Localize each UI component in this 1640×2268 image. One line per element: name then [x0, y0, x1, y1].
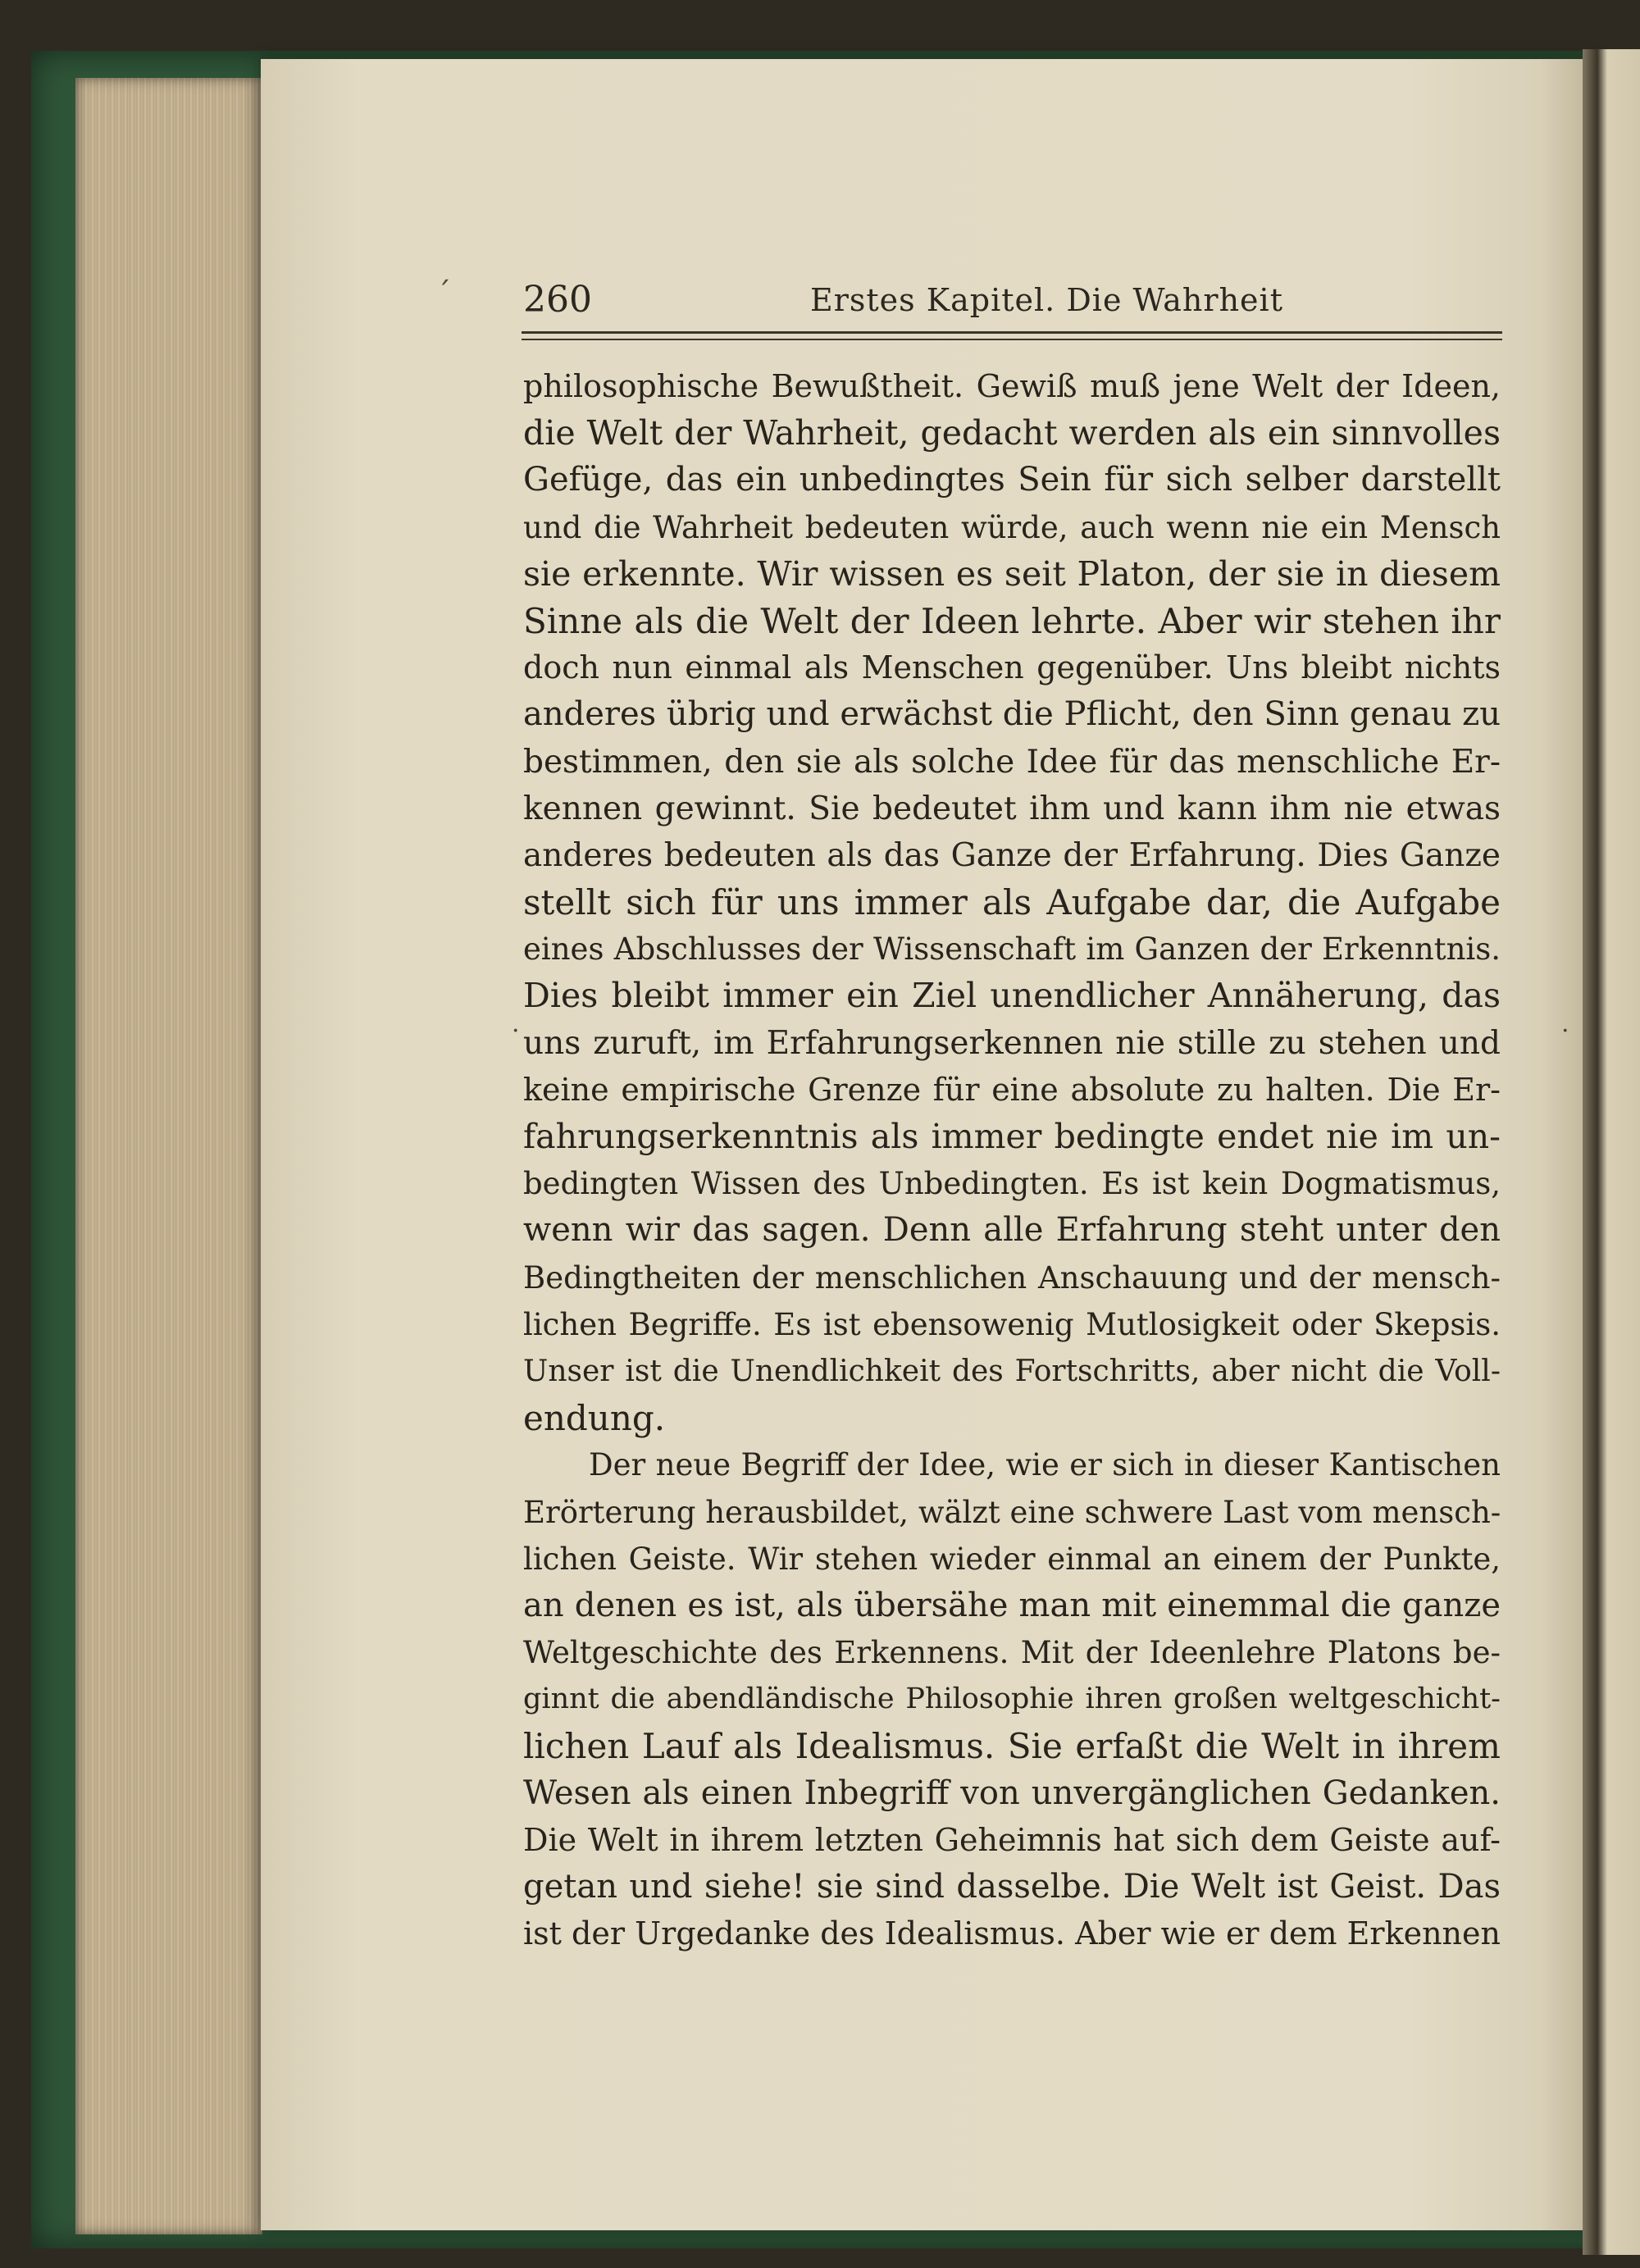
text-line: ginnt die abendländische Philosophie ihren großen weltgeschicht-	[523, 1683, 1501, 1716]
text-line: lichen Geiste. Wir stehen wieder einmal an einem der Punkte,	[523, 1541, 1501, 1577]
text-line: Wesen als einen Inbegriff von unvergänglichen Gedanken.	[523, 1774, 1501, 1812]
text-line: eines Abschlusses der Wissenschaft im Ganzen der Erkenntnis.	[523, 931, 1501, 968]
text-line: Weltgeschichte des Erkennens. Mit der Ideenlehre Platons be-	[523, 1635, 1501, 1671]
margin-dot: ·	[512, 1017, 520, 1045]
text-line: sie erkennte. Wir wissen es seit Platon, der sie in diesem	[523, 553, 1501, 594]
text-line: an denen es ist, als übersähe man mit einemmal die ganze	[523, 1586, 1501, 1624]
text-line: ist der Urgedanke des Idealismus. Aber wie er dem Erkennen	[523, 1915, 1501, 1952]
text-line: Erörterung herausbildet, wälzt eine schwere Last vom mensch-	[523, 1494, 1501, 1530]
margin-dot-right: ·	[1561, 1017, 1569, 1045]
text-line: kennen gewinnt. Sie bedeutet ihm und kann ihm nie etwas	[523, 790, 1501, 827]
text-line: anderes übrig und erwächst die Pflicht, den Sinn genau zu	[523, 695, 1501, 734]
text-line: und die Wahrheit bedeuten würde, auch wenn nie ein Mensch	[523, 509, 1501, 545]
text-line: anderes bedeuten als das Ganze der Erfahrung. Dies Ganze	[523, 836, 1501, 874]
text-line-paragraph-end: endung.	[523, 1398, 666, 1439]
text-line: fahrungserkenntnis als immer bedingte endet nie im un-	[523, 1117, 1501, 1156]
text-line: uns zuruft, im Erfahrungserkennen nie stille zu stehen und	[523, 1024, 1501, 1062]
text-line: lichen Begriffe. Es ist ebensowenig Mutlosigkeit oder Skepsis.	[523, 1306, 1501, 1342]
text-line: philosophische Bewußtheit. Gewiß muß jene Welt der Ideen,	[523, 368, 1501, 404]
text-line: bedingten Wissen des Unbedingten. Es ist kein Dogmatismus,	[523, 1166, 1501, 1202]
text-line: die Welt der Wahrheit, gedacht werden als ein sinnvolles	[523, 413, 1501, 453]
text-line: Bedingtheiten der menschlichen Anschauung und der mensch-	[523, 1259, 1501, 1296]
text-line: Dies bleibt immer ein Ziel unendlicher Annäherung, das	[523, 976, 1501, 1016]
text-line: Die Welt in ihrem letzten Geheimnis hat sich dem Geiste auf-	[523, 1821, 1501, 1858]
text-line: wenn wir das sagen. Denn alle Erfahrung steht unter den	[523, 1211, 1501, 1250]
text-line: getan und siehe! sie sind dasselbe. Die Welt ist Geist. Das	[523, 1868, 1501, 1906]
pencil-mark: ˊ	[436, 277, 451, 311]
text-line: lichen Lauf als Idealismus. Sie erfaßt die Welt in ihrem	[523, 1726, 1501, 1767]
running-title: Erstes Kapitel. Die Wahrheit	[810, 282, 1283, 318]
header-rule-thin	[522, 339, 1502, 340]
text-line: bestimmen, den sie als solche Idee für das menschliche Er-	[523, 743, 1501, 781]
body-text	[523, 363, 1501, 1957]
page-header	[523, 279, 1501, 328]
text-line: Gefüge, das ein unbedingtes Sein für sich selber darstellt	[523, 461, 1501, 499]
text-line: doch nun einmal als Menschen gegenüber. Uns bleibt nichts	[523, 649, 1501, 686]
text-line: stellt sich für uns immer als Aufgabe dar, die Aufgabe	[523, 882, 1501, 923]
text-line: keine empirische Grenze für eine absolute zu halten. Die Er-	[523, 1071, 1501, 1108]
next-page-edge	[1583, 49, 1640, 2255]
text-line: Sinne als die Welt der Ideen lehrte. Aber wir stehen ihr	[523, 600, 1501, 641]
text-line: Unser ist die Unendlichkeit des Fortschritts, aber nicht die Voll-	[523, 1354, 1501, 1388]
header-rule	[522, 331, 1502, 334]
page-number: 260	[523, 279, 592, 321]
page-edges	[75, 78, 262, 2234]
text-line-paragraph-start: Der neue Begriff der Idee, wie er sich in dieser Kantischen	[589, 1447, 1501, 1483]
